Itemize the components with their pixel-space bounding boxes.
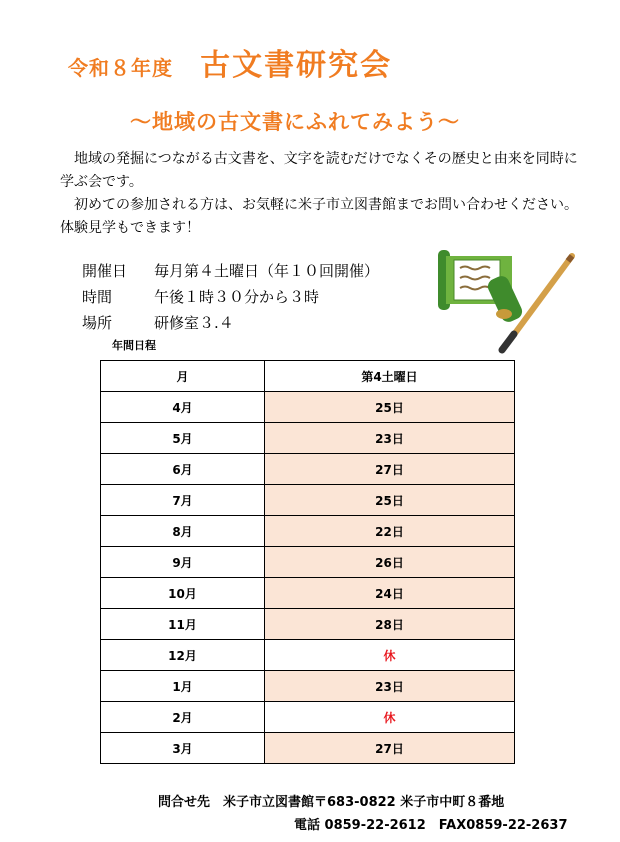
table-row bbox=[101, 392, 515, 423]
schedule-label: 年間日程 bbox=[112, 339, 156, 352]
day-cell: 25日 bbox=[265, 485, 515, 516]
era-label: 令和８年度 bbox=[68, 56, 173, 80]
day-cell: 27日 bbox=[265, 454, 515, 485]
event-info bbox=[82, 258, 379, 336]
place-label: 場所 bbox=[82, 314, 113, 332]
day-cell: 26日 bbox=[265, 547, 515, 578]
month-cell: 1月 bbox=[101, 671, 265, 702]
table-row bbox=[101, 578, 515, 609]
contact-line-1: 問合せ先 米子市立図書館〒683-0822 米子市中町８番地 bbox=[158, 795, 505, 810]
schedule-table bbox=[100, 360, 515, 764]
info-row-place bbox=[82, 310, 379, 336]
month-cell: 9月 bbox=[101, 547, 265, 578]
table-row bbox=[101, 640, 515, 671]
info-row-date bbox=[82, 258, 379, 284]
month-cell: 10月 bbox=[101, 578, 265, 609]
month-cell: 2月 bbox=[101, 702, 265, 733]
day-cell: 25日 bbox=[265, 392, 515, 423]
intro-paragraph-2: 初めての参加される方は、お気軽に米子市立図書館までお問い合わせください。体験見学もできます！ bbox=[60, 197, 578, 236]
month-cell: 8月 bbox=[101, 516, 265, 547]
time-label: 時間 bbox=[82, 288, 113, 306]
day-cell: 24日 bbox=[265, 578, 515, 609]
scroll-and-brush-illustration bbox=[432, 236, 592, 356]
day-cell: 22日 bbox=[265, 516, 515, 547]
table-row bbox=[101, 516, 515, 547]
day-cell: 27日 bbox=[265, 733, 515, 764]
date-value: 毎月第４土曜日（年１０回開催） bbox=[154, 262, 380, 280]
month-cell: 6月 bbox=[101, 454, 265, 485]
month-cell: 4月 bbox=[101, 392, 265, 423]
table-row bbox=[101, 671, 515, 702]
table-row bbox=[101, 485, 515, 516]
day-cell: 23日 bbox=[265, 423, 515, 454]
intro-text bbox=[60, 148, 585, 240]
month-cell: 11月 bbox=[101, 609, 265, 640]
intro-paragraph-1: 地域の発掘につながる古文書を、文字を読むだけでなくその歴史と由来を同時に学ぶ会です。 bbox=[60, 151, 578, 190]
day-cell: 28日 bbox=[265, 609, 515, 640]
table-row bbox=[101, 702, 515, 733]
table-header-row bbox=[101, 361, 515, 392]
table-row bbox=[101, 454, 515, 485]
month-cell: 5月 bbox=[101, 423, 265, 454]
contact-line-2: 電話 0859-22-2612 FAX0859-22-2637 bbox=[294, 818, 568, 833]
title-line bbox=[68, 40, 392, 84]
day-cell: 休 bbox=[265, 702, 515, 733]
day-cell: 23日 bbox=[265, 671, 515, 702]
date-label: 開催日 bbox=[82, 262, 128, 280]
day-cell: 休 bbox=[265, 640, 515, 671]
info-row-time bbox=[82, 284, 379, 310]
table-row bbox=[101, 733, 515, 764]
table-row bbox=[101, 547, 515, 578]
scroll-icon bbox=[438, 250, 525, 324]
month-cell: 3月 bbox=[101, 733, 265, 764]
month-cell: 12月 bbox=[101, 640, 265, 671]
time-value: 午後１時３０分から３時 bbox=[154, 288, 320, 306]
header-day: 第4土曜日 bbox=[265, 361, 515, 392]
contact-info bbox=[158, 791, 568, 837]
table-row bbox=[101, 423, 515, 454]
header-month: 月 bbox=[101, 361, 265, 392]
place-value: 研修室３.４ bbox=[154, 314, 234, 332]
page-subtitle: ～地域の古文書にふれてみよう～ bbox=[130, 110, 460, 134]
month-cell: 7月 bbox=[101, 485, 265, 516]
page-title: 古文書研究会 bbox=[200, 48, 393, 83]
table-row bbox=[101, 609, 515, 640]
